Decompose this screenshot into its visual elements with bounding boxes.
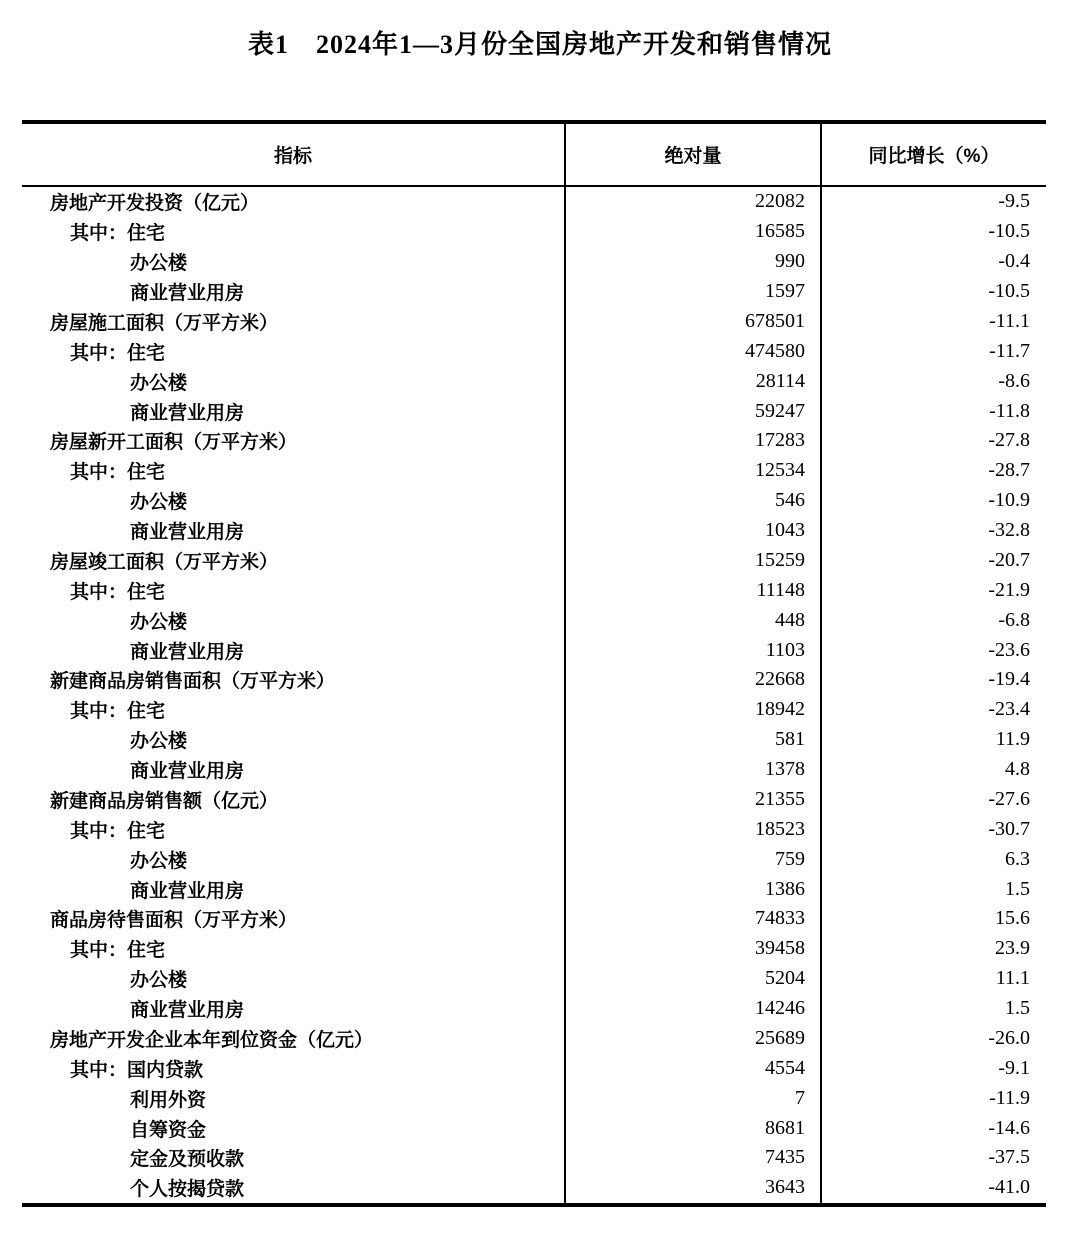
row-yoy-value: -10.5 (988, 220, 1030, 243)
table-body (22, 187, 1046, 1203)
row-indicator-label: 商业营业用房 (22, 755, 566, 785)
row-absolute-value: 1597 (566, 277, 822, 307)
row-indicator-label: 其中：住宅 (22, 934, 566, 964)
row-yoy-value: -11.8 (989, 399, 1030, 422)
row-indicator-label: 房屋施工面积（万平方米） (22, 307, 566, 337)
row-absolute-value: 28114 (566, 366, 822, 396)
row-indicator-label: 办公楼 (22, 486, 566, 516)
row-yoy-value: -19.4 (988, 668, 1030, 691)
table-row (22, 635, 1046, 665)
table-row (22, 1083, 1046, 1113)
table-row (22, 247, 1046, 277)
table-row (22, 456, 1046, 486)
row-yoy-value: 6.3 (1005, 847, 1030, 870)
row-yoy-value: -8.6 (998, 369, 1030, 392)
row-yoy-value: 11.9 (995, 728, 1030, 751)
row-indicator-label: 商业营业用房 (22, 874, 566, 904)
row-yoy-value: -20.7 (988, 548, 1030, 571)
table-row (22, 695, 1046, 725)
row-absolute-value: 39458 (566, 934, 822, 964)
row-yoy-value: -30.7 (988, 817, 1030, 840)
row-yoy-value: 1.5 (1005, 997, 1030, 1020)
row-absolute-value: 581 (566, 725, 822, 755)
row-absolute-value: 7 (566, 1083, 822, 1113)
row-indicator-label: 定金及预收款 (22, 1143, 566, 1173)
row-yoy-value: -0.4 (998, 250, 1030, 273)
row-indicator-label: 自筹资金 (22, 1113, 566, 1143)
table-row (22, 844, 1046, 874)
table-row (22, 575, 1046, 605)
table-row (22, 1143, 1046, 1173)
row-absolute-value: 8681 (566, 1113, 822, 1143)
table-row (22, 486, 1046, 516)
row-absolute-value: 474580 (566, 336, 822, 366)
table-row (22, 785, 1046, 815)
table-row (22, 874, 1046, 904)
row-yoy-value: -10.9 (988, 489, 1030, 512)
row-indicator-label: 办公楼 (22, 247, 566, 277)
row-indicator-label: 商业营业用房 (22, 516, 566, 546)
row-indicator-label: 利用外资 (22, 1083, 566, 1113)
row-indicator-label: 其中：住宅 (22, 695, 566, 725)
row-absolute-value: 11148 (566, 575, 822, 605)
row-yoy-value: -11.9 (989, 1086, 1030, 1109)
row-indicator-label: 房屋竣工面积（万平方米） (22, 546, 566, 576)
row-yoy-value: -37.5 (988, 1146, 1030, 1169)
row-absolute-value: 546 (566, 486, 822, 516)
table-row (22, 336, 1046, 366)
row-indicator-label: 新建商品房销售额（亿元） (22, 785, 566, 815)
row-yoy-value: -27.6 (988, 787, 1030, 810)
table-row (22, 1113, 1046, 1143)
row-yoy-value: 1.5 (1005, 877, 1030, 900)
row-absolute-value: 1103 (566, 635, 822, 665)
row-absolute-value: 74833 (566, 904, 822, 934)
row-indicator-label: 办公楼 (22, 725, 566, 755)
header-absolute-amount: 绝对量 (566, 124, 822, 185)
table-row (22, 605, 1046, 635)
table-row (22, 516, 1046, 546)
row-absolute-value: 18523 (566, 814, 822, 844)
row-indicator-label: 办公楼 (22, 605, 566, 635)
header-indicator: 指标 (22, 124, 566, 185)
table-row (22, 426, 1046, 456)
table-row (22, 1053, 1046, 1083)
row-yoy-value: 15.6 (995, 907, 1030, 930)
row-yoy-value: 4.8 (1005, 758, 1030, 781)
row-indicator-label: 办公楼 (22, 964, 566, 994)
row-yoy-value: -6.8 (998, 608, 1030, 631)
row-indicator-label: 商业营业用房 (22, 277, 566, 307)
row-absolute-value: 1043 (566, 516, 822, 546)
row-absolute-value: 17283 (566, 426, 822, 456)
row-indicator-label: 其中：住宅 (22, 217, 566, 247)
row-indicator-label: 商业营业用房 (22, 994, 566, 1024)
table-row (22, 665, 1046, 695)
row-absolute-value: 448 (566, 605, 822, 635)
row-absolute-value: 21355 (566, 785, 822, 815)
row-yoy-value: -26.0 (988, 1026, 1030, 1049)
row-absolute-value: 990 (566, 247, 822, 277)
row-absolute-value: 15259 (566, 546, 822, 576)
table-row (22, 725, 1046, 755)
table-row (22, 964, 1046, 994)
row-yoy-value: -23.4 (988, 698, 1030, 721)
table-row (22, 307, 1046, 337)
table-row (22, 934, 1046, 964)
row-indicator-label: 其中：国内贷款 (22, 1053, 566, 1083)
row-yoy-value: -28.7 (988, 459, 1030, 482)
table-title: 表1 2024年1—3月份全国房地产开发和销售情况 (247, 30, 832, 59)
row-indicator-label: 其中：住宅 (22, 814, 566, 844)
row-absolute-value: 759 (566, 844, 822, 874)
row-yoy-value: -23.6 (988, 638, 1030, 661)
table-row (22, 366, 1046, 396)
row-absolute-value: 4554 (566, 1053, 822, 1083)
table-row (22, 396, 1046, 426)
header-yoy-growth: 同比增长（%） (868, 146, 1000, 167)
row-yoy-value: -21.9 (988, 578, 1030, 601)
table-row (22, 217, 1046, 247)
table-row (22, 904, 1046, 934)
row-yoy-value: 11.1 (995, 967, 1030, 990)
row-yoy-value: -11.7 (989, 339, 1030, 362)
row-absolute-value: 678501 (566, 307, 822, 337)
row-absolute-value: 1386 (566, 874, 822, 904)
table-row (22, 755, 1046, 785)
row-indicator-label: 个人按揭贷款 (22, 1173, 566, 1203)
row-absolute-value: 1378 (566, 755, 822, 785)
table-header-row (22, 124, 1046, 187)
row-yoy-value: -27.8 (988, 429, 1030, 452)
table-row (22, 1024, 1046, 1054)
row-indicator-label: 商业营业用房 (22, 635, 566, 665)
row-indicator-label: 房屋新开工面积（万平方米） (22, 426, 566, 456)
row-indicator-label: 房地产开发企业本年到位资金（亿元） (22, 1024, 566, 1054)
table-row (22, 994, 1046, 1024)
row-absolute-value: 14246 (566, 994, 822, 1024)
row-indicator-label: 办公楼 (22, 844, 566, 874)
row-yoy-value: -10.5 (988, 280, 1030, 303)
table-row (22, 546, 1046, 576)
table-row (22, 814, 1046, 844)
row-indicator-label: 新建商品房销售面积（万平方米） (22, 665, 566, 695)
row-absolute-value: 22668 (566, 665, 822, 695)
row-absolute-value: 25689 (566, 1024, 822, 1054)
row-yoy-value: -41.0 (988, 1176, 1030, 1199)
row-absolute-value: 18942 (566, 695, 822, 725)
row-yoy-value: -14.6 (988, 1116, 1030, 1139)
table-row (22, 187, 1046, 217)
row-yoy-value: -32.8 (988, 519, 1030, 542)
row-absolute-value: 22082 (566, 187, 822, 217)
statistics-table (22, 120, 1046, 1207)
row-yoy-value: 23.9 (995, 937, 1030, 960)
row-indicator-label: 办公楼 (22, 366, 566, 396)
row-indicator-label: 其中：住宅 (22, 336, 566, 366)
table-row (22, 277, 1046, 307)
row-absolute-value: 12534 (566, 456, 822, 486)
table-row (22, 1173, 1046, 1203)
row-absolute-value: 3643 (566, 1173, 822, 1203)
row-indicator-label: 商品房待售面积（万平方米） (22, 904, 566, 934)
row-indicator-label: 其中：住宅 (22, 575, 566, 605)
row-yoy-value: -9.1 (998, 1056, 1030, 1079)
row-absolute-value: 59247 (566, 396, 822, 426)
row-absolute-value: 7435 (566, 1143, 822, 1173)
row-yoy-value: -9.5 (998, 190, 1030, 213)
row-yoy-value: -11.1 (989, 309, 1030, 332)
row-absolute-value: 5204 (566, 964, 822, 994)
row-indicator-label: 其中：住宅 (22, 456, 566, 486)
row-indicator-label: 房地产开发投资（亿元） (22, 187, 566, 217)
row-absolute-value: 16585 (566, 217, 822, 247)
row-indicator-label: 商业营业用房 (22, 396, 566, 426)
